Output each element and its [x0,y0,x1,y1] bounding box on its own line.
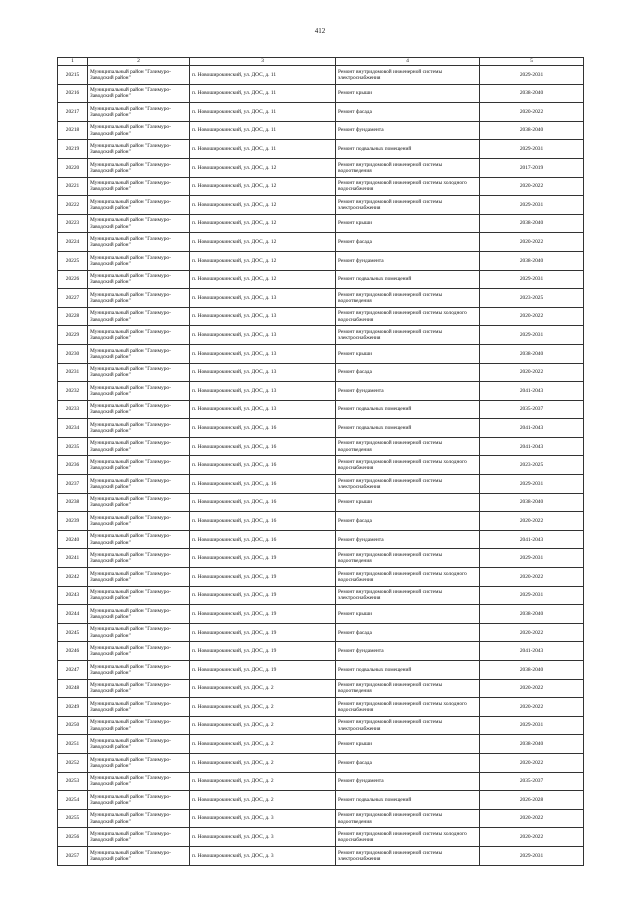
row-number-cell: 20256 [58,828,88,847]
row-number-cell: 20226 [58,270,88,289]
column-header: 1 [58,58,88,66]
table-row [58,679,584,698]
row-number-cell: 20247 [58,661,88,680]
district-cell: Муниципальный район "Газимуро-Заводский район" [88,196,190,215]
table-header-row [58,58,584,66]
period-cell: 2035-2037 [480,400,584,419]
work-type-cell: Ремонт крыши [336,605,480,624]
district-cell: Муниципальный район "Газимуро-Заводский район" [88,753,190,772]
work-type-cell: Ремонт подвальных помещений [336,791,480,810]
address-cell: п. Новоширокинский, ул. ДОС, д. 2 [190,791,336,810]
row-number-cell: 20218 [58,121,88,140]
row-number-cell: 20238 [58,493,88,512]
work-type-cell: Ремонт крыши [336,344,480,363]
row-number-cell: 20257 [58,846,88,865]
work-type-cell: Ремонт фасада [336,623,480,642]
period-cell: 2038-2040 [480,735,584,754]
row-number-cell: 20251 [58,735,88,754]
district-cell: Муниципальный район "Газимуро-Заводский район" [88,419,190,438]
work-type-cell: Ремонт фундамента [336,382,480,401]
work-type-cell: Ремонт фундамента [336,530,480,549]
period-cell: 2038-2040 [480,214,584,233]
work-type-cell: Ремонт внутридомовой инженерной системы электроснабжения [336,586,480,605]
period-cell: 2020-2022 [480,809,584,828]
row-number-cell: 20224 [58,233,88,252]
table-row [58,698,584,717]
address-cell: п. Новоширокинский, ул. ДОС, д. 19 [190,586,336,605]
address-cell: п. Новоширокинский, ул. ДОС, д. 13 [190,326,336,345]
work-type-cell: Ремонт внутридомовой инженерной системы электроснабжения [336,846,480,865]
period-cell: 2038-2040 [480,84,584,103]
table-row [58,568,584,587]
period-cell: 2029-2031 [480,326,584,345]
district-cell: Муниципальный район "Газимуро-Заводский район" [88,270,190,289]
column-header: 5 [480,58,584,66]
work-type-cell: Ремонт подвальных помещений [336,419,480,438]
period-cell: 2023-2025 [480,289,584,308]
work-type-cell: Ремонт подвальных помещений [336,661,480,680]
address-cell: п. Новоширокинский, ул. ДОС, д. 13 [190,307,336,326]
table-row [58,400,584,419]
table-row [58,307,584,326]
address-cell: п. Новоширокинский, ул. ДОС, д. 19 [190,568,336,587]
district-cell: Муниципальный район "Газимуро-Заводский район" [88,605,190,624]
table-row [58,493,584,512]
district-cell: Муниципальный район "Газимуро-Заводский район" [88,735,190,754]
district-cell: Муниципальный район "Газимуро-Заводский район" [88,679,190,698]
district-cell: Муниципальный район "Газимуро-Заводский район" [88,809,190,828]
column-header: 4 [336,58,480,66]
period-cell: 2020-2022 [480,363,584,382]
period-cell: 2020-2022 [480,623,584,642]
row-number-cell: 20244 [58,605,88,624]
period-cell: 2029-2031 [480,549,584,568]
row-number-cell: 20221 [58,177,88,196]
district-cell: Муниципальный район "Газимуро-Заводский район" [88,586,190,605]
work-type-cell: Ремонт крыши [336,493,480,512]
row-number-cell: 20216 [58,84,88,103]
district-cell: Муниципальный район "Газимуро-Заводский район" [88,158,190,177]
address-cell: п. Новоширокинский, ул. ДОС, д. 2 [190,735,336,754]
district-cell: Муниципальный район "Газимуро-Заводский район" [88,363,190,382]
row-number-cell: 20229 [58,326,88,345]
work-type-cell: Ремонт внутридомовой инженерной системы холодного водоснабжения [336,828,480,847]
district-cell: Муниципальный район "Газимуро-Заводский район" [88,251,190,270]
work-type-cell: Ремонт подвальных помещений [336,140,480,159]
period-cell: 2020-2022 [480,828,584,847]
work-type-cell: Ремонт фундамента [336,251,480,270]
period-cell: 2029-2031 [480,846,584,865]
period-cell: 2041-2043 [480,382,584,401]
work-type-cell: Ремонт фундамента [336,642,480,661]
work-type-cell: Ремонт внутридомовой инженерной системы водоотведения [336,437,480,456]
table-row [58,270,584,289]
district-cell: Муниципальный район "Газимуро-Заводский район" [88,698,190,717]
row-number-cell: 20253 [58,772,88,791]
district-cell: Муниципальный район "Газимуро-Заводский район" [88,549,190,568]
row-number-cell: 20234 [58,419,88,438]
work-type-cell: Ремонт внутридомовой инженерной системы водоотведения [336,679,480,698]
address-cell: п. Новоширокинский, ул. ДОС, д. 13 [190,363,336,382]
table-row [58,233,584,252]
period-cell: 2038-2040 [480,493,584,512]
district-cell: Муниципальный район "Газимуро-Заводский район" [88,400,190,419]
address-cell: п. Новоширокинский, ул. ДОС, д. 19 [190,605,336,624]
period-cell: 2017-2019 [480,158,584,177]
district-cell: Муниципальный район "Газимуро-Заводский район" [88,233,190,252]
period-cell: 2038-2040 [480,121,584,140]
district-cell: Муниципальный район "Газимуро-Заводский район" [88,437,190,456]
work-type-cell: Ремонт фасада [336,753,480,772]
row-number-cell: 20219 [58,140,88,159]
period-cell: 2038-2040 [480,251,584,270]
period-cell: 2020-2022 [480,568,584,587]
period-cell: 2038-2040 [480,344,584,363]
work-type-cell: Ремонт подвальных помещений [336,270,480,289]
address-cell: п. Новоширокинский, ул. ДОС, д. 2 [190,753,336,772]
period-cell: 2029-2031 [480,140,584,159]
address-cell: п. Новоширокинский, ул. ДОС, д. 16 [190,419,336,438]
work-type-cell: Ремонт внутридомовой инженерной системы электроснабжения [336,196,480,215]
work-type-cell: Ремонт крыши [336,735,480,754]
address-cell: п. Новоширокинский, ул. ДОС, д. 2 [190,698,336,717]
row-number-cell: 20222 [58,196,88,215]
table-row [58,586,584,605]
row-number-cell: 20248 [58,679,88,698]
district-cell: Муниципальный район "Газимуро-Заводский район" [88,456,190,475]
row-number-cell: 20228 [58,307,88,326]
table-row [58,605,584,624]
address-cell: п. Новоширокинский, ул. ДОС, д. 2 [190,716,336,735]
row-number-cell: 20233 [58,400,88,419]
table-row [58,382,584,401]
table-row [58,419,584,438]
column-header: 2 [88,58,190,66]
work-type-cell: Ремонт подвальных помещений [336,400,480,419]
address-cell: п. Новоширокинский, ул. ДОС, д. 3 [190,809,336,828]
address-cell: п. Новоширокинский, ул. ДОС, д. 11 [190,84,336,103]
table-row [58,530,584,549]
table-row [58,121,584,140]
address-cell: п. Новоширокинский, ул. ДОС, д. 11 [190,103,336,122]
period-cell: 2029-2031 [480,66,584,85]
address-cell: п. Новоширокинский, ул. ДОС, д. 2 [190,679,336,698]
table-row [58,66,584,85]
row-number-cell: 20232 [58,382,88,401]
address-cell: п. Новоширокинский, ул. ДОС, д. 19 [190,661,336,680]
district-cell: Муниципальный район "Газимуро-Заводский район" [88,121,190,140]
table-row [58,623,584,642]
table-row [58,214,584,233]
address-cell: п. Новоширокинский, ул. ДОС, д. 3 [190,828,336,847]
period-cell: 2020-2022 [480,698,584,717]
address-cell: п. Новоширокинский, ул. ДОС, д. 12 [190,251,336,270]
address-cell: п. Новоширокинский, ул. ДОС, д. 12 [190,158,336,177]
district-cell: Муниципальный район "Газимуро-Заводский район" [88,66,190,85]
table-row [58,326,584,345]
address-cell: п. Новоширокинский, ул. ДОС, д. 13 [190,382,336,401]
district-cell: Муниципальный район "Газимуро-Заводский район" [88,828,190,847]
district-cell: Муниципальный район "Газимуро-Заводский район" [88,307,190,326]
work-type-cell: Ремонт крыши [336,84,480,103]
address-cell: п. Новоширокинский, ул. ДОС, д. 2 [190,772,336,791]
table-row [58,661,584,680]
work-type-cell: Ремонт внутридомовой инженерной системы водоотведения [336,549,480,568]
address-cell: п. Новоширокинский, ул. ДОС, д. 16 [190,475,336,494]
work-type-cell: Ремонт внутридомовой инженерной системы электроснабжения [336,326,480,345]
period-cell: 2038-2040 [480,605,584,624]
table-row [58,103,584,122]
period-cell: 2029-2031 [480,270,584,289]
address-cell: п. Новоширокинский, ул. ДОС, д. 16 [190,456,336,475]
work-type-cell: Ремонт фундамента [336,772,480,791]
table-row [58,753,584,772]
row-number-cell: 20223 [58,214,88,233]
table-row [58,716,584,735]
row-number-cell: 20252 [58,753,88,772]
table-row [58,642,584,661]
address-cell: п. Новоширокинский, ул. ДОС, д. 13 [190,400,336,419]
row-number-cell: 20227 [58,289,88,308]
address-cell: п. Новоширокинский, ул. ДОС, д. 16 [190,437,336,456]
registry-table [57,57,584,866]
district-cell: Муниципальный район "Газимуро-Заводский район" [88,846,190,865]
address-cell: п. Новоширокинский, ул. ДОС, д. 19 [190,642,336,661]
work-type-cell: Ремонт внутридомовой инженерной системы электроснабжения [336,66,480,85]
work-type-cell: Ремонт фасада [336,512,480,531]
period-cell: 2041-2043 [480,419,584,438]
row-number-cell: 20239 [58,512,88,531]
work-type-cell: Ремонт фасада [336,233,480,252]
district-cell: Муниципальный район "Газимуро-Заводский район" [88,772,190,791]
row-number-cell: 20235 [58,437,88,456]
period-cell: 2035-2037 [480,772,584,791]
period-cell: 2029-2031 [480,196,584,215]
address-cell: п. Новоширокинский, ул. ДОС, д. 13 [190,289,336,308]
district-cell: Муниципальный район "Газимуро-Заводский район" [88,642,190,661]
work-type-cell: Ремонт внутридомовой инженерной системы холодного водоснабжения [336,456,480,475]
page-number: 412 [314,27,326,35]
row-number-cell: 20254 [58,791,88,810]
table-row [58,84,584,103]
work-type-cell: Ремонт крыши [336,214,480,233]
district-cell: Муниципальный район "Газимуро-Заводский район" [88,177,190,196]
address-cell: п. Новоширокинский, ул. ДОС, д. 11 [190,121,336,140]
work-type-cell: Ремонт фасада [336,103,480,122]
period-cell: 2020-2022 [480,103,584,122]
district-cell: Муниципальный район "Газимуро-Заводский район" [88,140,190,159]
district-cell: Муниципальный район "Газимуро-Заводский район" [88,382,190,401]
table-row [58,158,584,177]
row-number-cell: 20255 [58,809,88,828]
row-number-cell: 20249 [58,698,88,717]
table-row [58,177,584,196]
row-number-cell: 20225 [58,251,88,270]
address-cell: п. Новоширокинский, ул. ДОС, д. 12 [190,177,336,196]
district-cell: Муниципальный район "Газимуро-Заводский район" [88,493,190,512]
period-cell: 2020-2022 [480,512,584,531]
row-number-cell: 20250 [58,716,88,735]
address-cell: п. Новоширокинский, ул. ДОС, д. 12 [190,196,336,215]
address-cell: п. Новоширокинский, ул. ДОС, д. 13 [190,344,336,363]
period-cell: 2041-2043 [480,437,584,456]
address-cell: п. Новоширокинский, ул. ДОС, д. 11 [190,66,336,85]
address-cell: п. Новоширокинский, ул. ДОС, д. 16 [190,530,336,549]
work-type-cell: Ремонт фундамента [336,121,480,140]
table-row [58,735,584,754]
district-cell: Муниципальный район "Газимуро-Заводский район" [88,716,190,735]
row-number-cell: 20230 [58,344,88,363]
address-cell: п. Новоширокинский, ул. ДОС, д. 12 [190,233,336,252]
table-row [58,437,584,456]
work-type-cell: Ремонт фасада [336,363,480,382]
period-cell: 2023-2025 [480,456,584,475]
period-cell: 2041-2043 [480,530,584,549]
table-row [58,512,584,531]
address-cell: п. Новоширокинский, ул. ДОС, д. 19 [190,549,336,568]
row-number-cell: 20215 [58,66,88,85]
work-type-cell: Ремонт внутридомовой инженерной системы электроснабжения [336,716,480,735]
district-cell: Муниципальный район "Газимуро-Заводский район" [88,326,190,345]
address-cell: п. Новоширокинский, ул. ДОС, д. 12 [190,214,336,233]
district-cell: Муниципальный район "Газимуро-Заводский район" [88,568,190,587]
period-cell: 2026-2028 [480,791,584,810]
district-cell: Муниципальный район "Газимуро-Заводский район" [88,289,190,308]
table-row [58,809,584,828]
row-number-cell: 20236 [58,456,88,475]
period-cell: 2041-2043 [480,642,584,661]
table-row [58,791,584,810]
period-cell: 2038-2040 [480,661,584,680]
district-cell: Муниципальный район "Газимуро-Заводский район" [88,512,190,531]
district-cell: Муниципальный район "Газимуро-Заводский район" [88,475,190,494]
table-row [58,251,584,270]
table-row [58,475,584,494]
table-row [58,289,584,308]
row-number-cell: 20243 [58,586,88,605]
row-number-cell: 20237 [58,475,88,494]
district-cell: Муниципальный район "Газимуро-Заводский район" [88,84,190,103]
work-type-cell: Ремонт внутридомовой инженерной системы холодного водоснабжения [336,568,480,587]
period-cell: 2029-2031 [480,586,584,605]
table-row [58,846,584,865]
row-number-cell: 20220 [58,158,88,177]
table-row [58,549,584,568]
work-type-cell: Ремонт внутридомовой инженерной системы электроснабжения [336,475,480,494]
period-cell: 2020-2022 [480,753,584,772]
row-number-cell: 20231 [58,363,88,382]
address-cell: п. Новоширокинский, ул. ДОС, д. 16 [190,512,336,531]
table-row [58,363,584,382]
district-cell: Муниципальный район "Газимуро-Заводский район" [88,623,190,642]
row-number-cell: 20241 [58,549,88,568]
row-number-cell: 20217 [58,103,88,122]
table-row [58,456,584,475]
row-number-cell: 20242 [58,568,88,587]
address-cell: п. Новоширокинский, ул. ДОС, д. 19 [190,623,336,642]
row-number-cell: 20240 [58,530,88,549]
row-number-cell: 20245 [58,623,88,642]
district-cell: Муниципальный район "Газимуро-Заводский район" [88,214,190,233]
work-type-cell: Ремонт внутридомовой инженерной системы водоотведения [336,289,480,308]
work-type-cell: Ремонт внутридомовой инженерной системы холодного водоснабжения [336,698,480,717]
district-cell: Муниципальный район "Газимуро-Заводский район" [88,344,190,363]
period-cell: 2029-2031 [480,475,584,494]
period-cell: 2029-2031 [480,716,584,735]
district-cell: Муниципальный район "Газимуро-Заводский район" [88,661,190,680]
table-row [58,140,584,159]
period-cell: 2020-2022 [480,679,584,698]
address-cell: п. Новоширокинский, ул. ДОС, д. 12 [190,270,336,289]
column-header: 3 [190,58,336,66]
work-type-cell: Ремонт внутридомовой инженерной системы водоотведения [336,809,480,828]
address-cell: п. Новоширокинский, ул. ДОС, д. 16 [190,493,336,512]
work-type-cell: Ремонт внутридомовой инженерной системы водоотведения [336,158,480,177]
row-number-cell: 20246 [58,642,88,661]
table-row [58,828,584,847]
district-cell: Муниципальный район "Газимуро-Заводский район" [88,791,190,810]
work-type-cell: Ремонт внутридомовой инженерной системы холодного водоснабжения [336,177,480,196]
table-row [58,344,584,363]
table-row [58,196,584,215]
period-cell: 2020-2022 [480,177,584,196]
work-type-cell: Ремонт внутридомовой инженерной системы холодного водоснабжения [336,307,480,326]
address-cell: п. Новоширокинский, ул. ДОС, д. 11 [190,140,336,159]
table-row [58,772,584,791]
period-cell: 2020-2022 [480,233,584,252]
address-cell: п. Новоширокинский, ул. ДОС, д. 3 [190,846,336,865]
period-cell: 2020-2022 [480,307,584,326]
district-cell: Муниципальный район "Газимуро-Заводский район" [88,103,190,122]
district-cell: Муниципальный район "Газимуро-Заводский район" [88,530,190,549]
